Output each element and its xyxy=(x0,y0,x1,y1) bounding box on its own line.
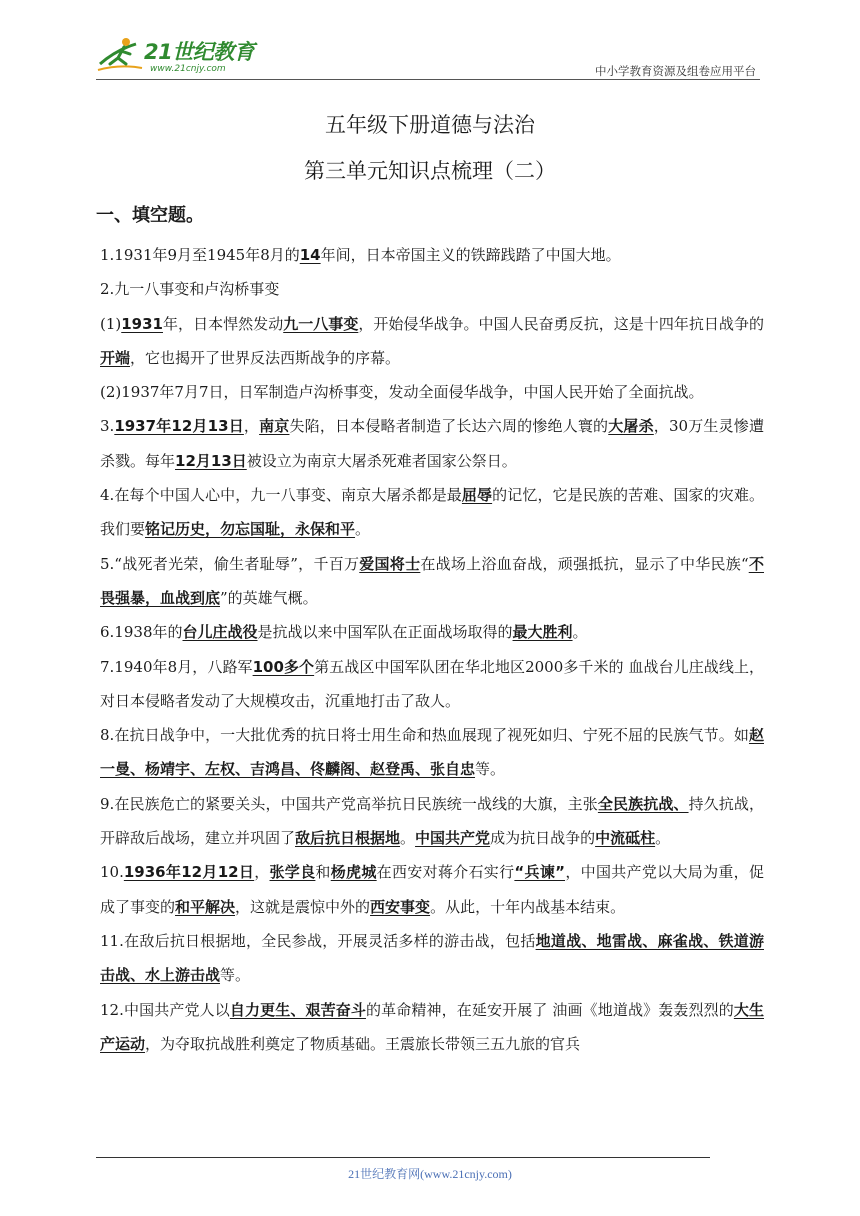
question-text: 成为抗日战争的 xyxy=(490,829,596,848)
answer-blank: 大生产运动 xyxy=(100,1000,764,1053)
question-text: ”的英雄气概。 xyxy=(220,588,318,607)
question-text: 11.在敌后抗日根据地，全民参战，开展灵活多样的游击战，包括 xyxy=(100,931,536,950)
question-text: ，这就是震惊中外的 xyxy=(235,897,371,916)
question-text: ，中国共产党以大局为重，促成了事变的 xyxy=(100,863,764,916)
document-title: 五年级下册道德与法治 xyxy=(325,113,535,137)
question-text: 1.1931年9月至1945年8月的 xyxy=(100,246,300,264)
header-divider xyxy=(96,79,760,80)
question-text: 。 xyxy=(355,520,371,539)
answer-blank: 杨虎城 xyxy=(330,863,377,882)
question-item xyxy=(100,375,764,409)
answer-blank: 1936年12月12日 xyxy=(123,863,255,882)
runner-logo-icon xyxy=(96,34,146,78)
section-heading: 一、填空题。 xyxy=(96,205,204,226)
question-text: 8.在抗日战争中，一大批优秀的抗日将士用生命和热血展现了视死如归、宁死不屈的民族气节。如 xyxy=(100,726,749,745)
question-text: 和 xyxy=(315,863,331,882)
question-text: 的记忆，它是民族的苦难、国家的灾难。我们要 xyxy=(100,486,764,539)
platform-name: 中小学教育资源及组卷应用平台 xyxy=(595,64,756,78)
footer-source[interactable]: 21世纪教育网(www.21cnjy.com) xyxy=(348,1167,512,1181)
logo-text: 21世纪教育 xyxy=(144,40,255,64)
answer-blank: 中国共产党 xyxy=(415,829,491,848)
question-text: 5.“战死者光荣，偷生者耻辱”，千百万 xyxy=(100,554,360,573)
question-list xyxy=(100,238,764,1061)
question-text: ， xyxy=(243,417,260,436)
question-item xyxy=(100,924,764,993)
question-text: 7.1940年8月，八路军 xyxy=(100,657,253,676)
answer-blank: 屈辱 xyxy=(461,486,493,505)
question-text: 被设立为南京大屠杀死难者国家公祭日。 xyxy=(246,451,517,470)
question-text: 年间，日本帝国主义的铁蹄践踏了中国大地。 xyxy=(320,246,621,264)
question-text: 3. xyxy=(100,417,115,436)
question-text: 。 xyxy=(655,829,671,848)
answer-blank: 开端 xyxy=(100,348,131,367)
question-text: 在西安对蒋介石实行 xyxy=(376,863,515,882)
question-text: 4.在每个中国人心中，九一八事变、南京大屠杀都是最 xyxy=(100,486,462,505)
question-text: ，开始侵华战争。中国人民奋勇反抗，这是十四年抗日战争的 xyxy=(358,314,764,333)
answer-blank: 赵一曼、杨靖宇、左权、吉鸿昌、佟麟阁、赵登禹、张自忠 xyxy=(100,726,764,779)
answer-blank: 地道战、地雷战、麻雀战、铁道游击战、水上游击战 xyxy=(100,931,764,985)
question-text: 。从此，十年内战基本结束。 xyxy=(430,897,626,916)
answer-blank: 1937年12月13日 xyxy=(114,417,244,436)
answer-blank: 爱国将士 xyxy=(359,554,421,573)
answer-blank: 铭记历史，勿忘国耻，永保和平 xyxy=(145,520,356,539)
answer-blank: 自力更生、艰苦奋斗 xyxy=(229,1000,366,1019)
question-text: 年，日本悍然发动 xyxy=(163,314,284,333)
question-item xyxy=(100,650,764,719)
question-item xyxy=(100,547,764,616)
question-text: 是抗战以来中国军队在正面战场取得的 xyxy=(257,623,513,642)
question-text: 失陷，日本侵略者制造了长达六周的惨绝人寰的 xyxy=(289,417,609,436)
answer-blank: 全民族抗战、 xyxy=(597,794,689,813)
document-subtitle: 第三单元知识点梳理（二） xyxy=(304,159,556,183)
question-text: ， xyxy=(254,863,270,882)
question-text: 2.九一八事变和卢沟桥事变 xyxy=(100,280,280,299)
question-text: ，它也揭开了世界反法西斯战争的序幕。 xyxy=(130,348,401,367)
question-item xyxy=(100,409,764,478)
answer-blank: 敌后抗日根据地 xyxy=(295,829,401,848)
answer-blank: 台儿庄战役 xyxy=(182,623,258,642)
answer-blank: 1931 xyxy=(121,314,163,333)
answer-blank: “兵谏” xyxy=(514,863,566,882)
question-text: 9.在民族危亡的紧要关头，中国共产党高举抗日民族统一战线的大旗，主张 xyxy=(100,794,598,813)
question-item xyxy=(100,787,764,856)
answer-blank: 14 xyxy=(299,246,321,264)
question-item xyxy=(100,993,764,1062)
question-text: 。 xyxy=(572,623,588,642)
question-item xyxy=(100,855,764,924)
question-text: ，为夺取抗战胜利奠定了物质基础。王震旅长带领三五九旅的官兵 xyxy=(145,1034,581,1053)
question-item xyxy=(100,272,764,306)
question-item xyxy=(100,238,764,272)
question-text: ，30万生灵惨遭杀戮。每年 xyxy=(100,417,764,470)
question-item xyxy=(100,615,764,649)
site-logo[interactable] xyxy=(96,34,266,78)
answer-blank: 西安事变 xyxy=(370,897,431,916)
question-text: (2)1937年7月7日，日军制造卢沟桥事变，发动全面侵华战争，中国人民开始了全面抗战。 xyxy=(100,383,704,402)
answer-blank: 大屠杀 xyxy=(608,417,654,436)
question-text: 第五战区中国军队团在华北地区2000多千米的 血战台儿庄战线上，对日本侵略者发动了大规模攻击，沉重地打击了敌人。 xyxy=(100,657,765,710)
question-text: 。 xyxy=(400,829,416,848)
question-text: 持久抗战，开辟敌后战场，建立并巩固了 xyxy=(100,794,764,848)
question-text: 的革命精神，在延安开展了 油画《地道战》轰轰烈烈的 xyxy=(365,1000,734,1019)
question-text: 6.1938年的 xyxy=(100,623,183,642)
answer-blank: 南京 xyxy=(259,417,290,436)
logo-url: www.21cnjy.com xyxy=(150,64,226,74)
answer-blank: 中流砥柱 xyxy=(595,829,656,848)
question-text: 在战场上浴血奋战，顽强抵抗，显示了中华民族“ xyxy=(420,554,749,573)
footer-divider xyxy=(96,1157,710,1158)
question-text: 12.中国共产党人以 xyxy=(100,1000,230,1019)
question-item xyxy=(100,718,764,787)
question-text: 10. xyxy=(100,863,124,882)
question-item xyxy=(100,307,764,376)
answer-blank: 不畏强暴，血战到底 xyxy=(100,554,764,607)
answer-blank: 12月13日 xyxy=(175,451,247,470)
answer-blank: 九一八事变 xyxy=(283,314,359,333)
question-text: 等。 xyxy=(220,966,251,985)
question-item xyxy=(100,478,764,547)
answer-blank: 100多个 xyxy=(252,657,315,676)
answer-blank: 最大胜利 xyxy=(512,623,573,642)
page-header xyxy=(96,28,760,80)
question-text: 等。 xyxy=(475,760,506,779)
question-text: (1) xyxy=(100,314,122,333)
answer-blank: 和平解决 xyxy=(175,897,236,916)
answer-blank: 张学良 xyxy=(269,863,316,882)
